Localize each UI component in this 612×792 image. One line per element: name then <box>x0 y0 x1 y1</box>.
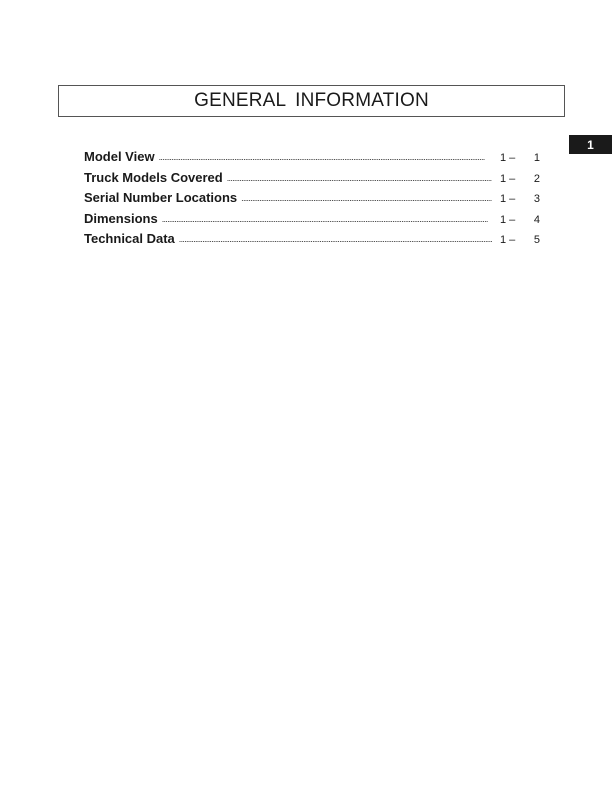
toc-item-label: Technical Data <box>84 231 175 246</box>
toc-page-number: 4 <box>533 213 540 226</box>
toc-dot-leader <box>241 193 492 203</box>
toc-page-ref <box>492 152 540 164</box>
toc-page-ref <box>492 193 540 205</box>
toc-page-ref <box>492 173 540 185</box>
toc-section-number: 1 – <box>500 234 516 246</box>
toc-item-label: Model View <box>84 149 155 164</box>
toc-item-label: Serial Number Locations <box>84 190 238 205</box>
toc-section-number: 1 – <box>500 152 516 164</box>
table-of-contents <box>84 149 540 252</box>
toc-page-ref <box>492 234 540 246</box>
section-tab: 1 <box>569 135 612 154</box>
toc-section-number: 1 – <box>500 172 516 185</box>
toc-item-label: Truck Models Covered <box>84 169 223 185</box>
toc-dot-leader <box>159 152 492 162</box>
title-box <box>58 85 565 117</box>
toc-item-label: Dimensions <box>84 210 158 226</box>
page-title: GENERAL INFORMATION <box>194 90 429 111</box>
toc-dot-leader <box>162 214 492 224</box>
toc-item-model-view[interactable] <box>84 149 540 170</box>
toc-page-ref <box>492 214 540 226</box>
toc-item-truck-models-covered[interactable] <box>84 170 540 191</box>
toc-page-number: 1 <box>533 152 540 164</box>
toc-page-number: 5 <box>533 234 540 246</box>
toc-section-number: 1 – <box>500 213 516 226</box>
toc-dot-leader <box>227 173 492 183</box>
toc-page-number: 2 <box>533 172 540 185</box>
toc-item-technical-data[interactable] <box>84 231 540 252</box>
toc-item-serial-number-locations[interactable] <box>84 190 540 211</box>
toc-dot-leader <box>179 234 492 244</box>
toc-section-number: 1 – <box>500 193 516 205</box>
toc-item-dimensions[interactable] <box>84 211 540 232</box>
toc-page-number: 3 <box>533 193 540 205</box>
